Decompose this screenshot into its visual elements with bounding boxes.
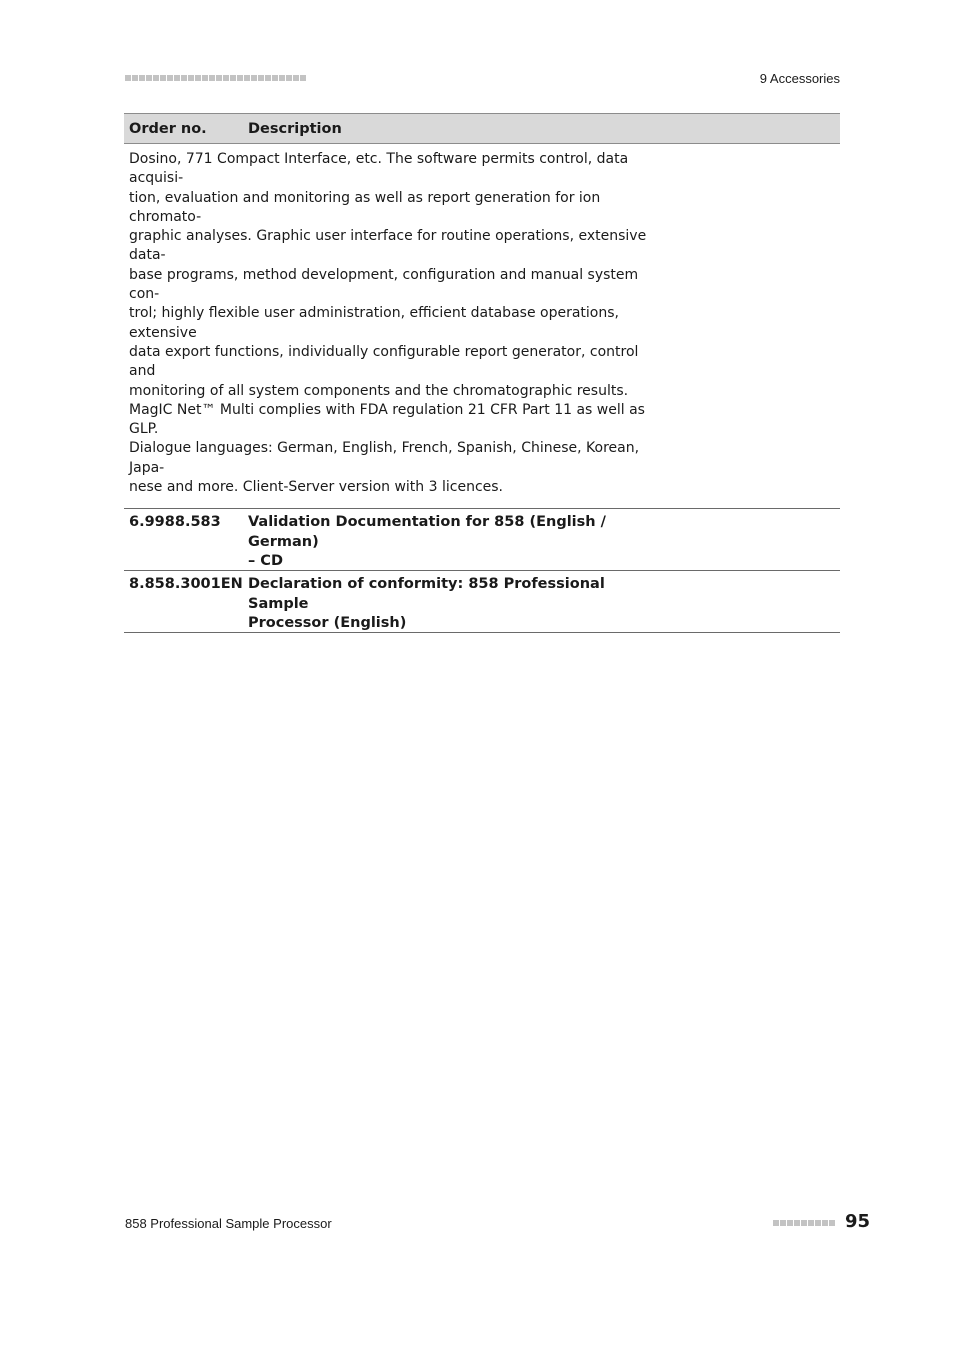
- description-line: nese and more. Client-Server version with 3 licences.: [129, 479, 503, 496]
- description-line: Dialogue languages: German, English, French, Spanish, Chinese, Korean, Japa-: [129, 440, 640, 476]
- item-description-line: Processor (English): [248, 615, 407, 632]
- page-number: 95: [845, 1211, 871, 1232]
- item-description: [248, 575, 668, 632]
- chapter-title: 9 Accessories: [759, 71, 840, 86]
- continued-description: [124, 144, 669, 497]
- accessories-table: [124, 113, 840, 633]
- order-number: 8.858.3001EN: [129, 576, 243, 593]
- order-number: 6.9988.583: [129, 514, 221, 531]
- item-description-line: Declaration of conformity: 858 Professional Sample: [248, 576, 605, 612]
- column-header-order-no: Order no.: [129, 120, 207, 137]
- description-line: trol; highly flexible user administration, efficient database operations, extensive: [129, 305, 619, 341]
- table-row: [124, 570, 840, 633]
- description-line: monitoring of all system components and the chromatographic results.: [129, 382, 629, 399]
- description-line: Dosino, 771 Compact Interface, etc. The software permits control, data acquisi-: [129, 151, 629, 187]
- item-description: [248, 513, 668, 570]
- description-line: MagIC Net™ Multi complies with FDA regulation 21 CFR Part 11 as well as GLP.: [129, 401, 645, 438]
- footer-decoration-squares: [773, 1220, 835, 1226]
- description-line: tion, evaluation and monitoring as well as report generation for ion chromato-: [129, 189, 601, 225]
- description-line: data export functions, individually configurable report generator, control and: [129, 343, 639, 380]
- table-row: [124, 508, 840, 570]
- description-line: base programs, method development, configuration and manual system con-: [129, 266, 639, 303]
- item-description-line: – CD: [248, 553, 283, 570]
- table-header: [124, 113, 840, 144]
- description-line: graphic analyses. Graphic user interface for routine operations, extensive data-: [129, 228, 647, 264]
- header-decoration-squares: [125, 75, 306, 81]
- footer-document-title: 858 Professional Sample Processor: [125, 1216, 332, 1231]
- item-description-line: Validation Documentation for 858 (English / German): [248, 514, 606, 550]
- column-header-description: Description: [248, 120, 342, 137]
